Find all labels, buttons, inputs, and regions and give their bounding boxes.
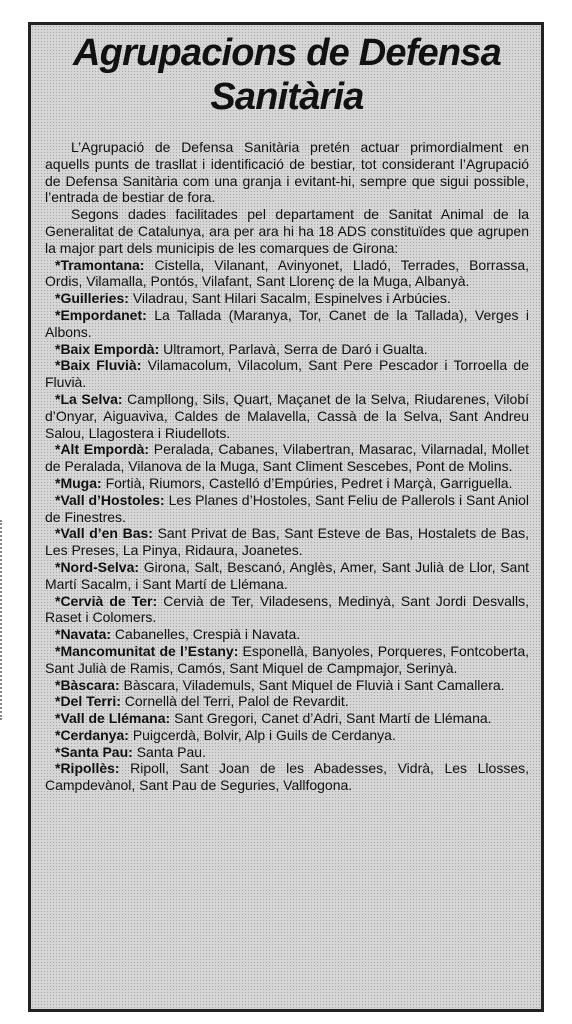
ads-entry: [45, 677, 529, 694]
ads-municipalities: Sant Privat de Bas, Sant Esteve de Bas, Hostalets de Bas, Les Preses, La Pinya, Ridaura, Joanetes.: [45, 525, 530, 559]
ads-name: *Alt Empordà:: [55, 441, 150, 458]
ads-municipalities: Puigcerdà, Bolvir, Alp i Guils de Cerdanya.: [132, 726, 396, 743]
title-line-2: Sanitària: [210, 76, 364, 118]
ads-municipalities: Santa Pau.: [136, 743, 206, 760]
ads-name: *Cerdanya:: [55, 726, 129, 743]
ads-entry: [45, 727, 529, 744]
ads-name: *Vall d’Hostoles:: [55, 491, 165, 508]
ads-entry: [45, 290, 529, 307]
ads-municipalities: Cervià de Ter, Viladesens, Medinyà, Sant Jordi Desvalls, Raset i Colomers.: [45, 592, 530, 626]
ads-municipalities: Cistella, Vilanant, Avinyonet, Lladó, Terrades, Borrassa, Ordis, Vilamalla, Pontós, Vilafant, Sant Llorenç de la Muga, Albanyà.: [45, 256, 529, 290]
ads-name: *Vall d’en Bas:: [55, 525, 153, 542]
scan-edge-marks: [0, 520, 6, 720]
ads-name: *Del Terri:: [55, 693, 121, 710]
ads-municipalities: Esponellà, Banyoles, Porqueres, Fontcoberta, Sant Julià de Ramis, Camós, Sant Miquel de Campmajor, Serinyà.: [45, 642, 529, 676]
ads-name: *Baix Empordà:: [55, 340, 160, 357]
ads-entry: [45, 257, 529, 291]
ads-municipalities: Les Planes d’Hostoles, Sant Feliu de Pallerols i Sant Aniol de Finestres.: [45, 491, 530, 525]
ads-name: *Baix Fluvià:: [55, 357, 142, 374]
ads-municipalities: Ripoll, Sant Joan de les Abadesses, Vidrà, Les Llosses, Campdevànol, Sant Pau de Seguries, Vallfogona.: [45, 760, 529, 794]
ads-name: *Ripollès:: [55, 760, 120, 777]
article-box: [28, 22, 544, 1012]
ads-entry: [45, 525, 529, 559]
ads-name: *Mancomunitat de l’Estany:: [55, 642, 239, 659]
ads-name: *La Selva:: [55, 390, 123, 407]
ads-entry: [45, 441, 529, 475]
ads-municipalities: Cabanelles, Crespià i Navata.: [114, 626, 301, 643]
article-body: [45, 139, 529, 794]
ads-entry: [45, 693, 529, 710]
ads-entry: [45, 744, 529, 761]
ads-name: *Bàscara:: [55, 676, 120, 693]
ads-entry: [45, 710, 529, 727]
ads-name: *Guilleries:: [55, 290, 129, 307]
ads-name: *Tramontana:: [55, 256, 145, 273]
ads-entry: [45, 643, 529, 677]
ads-entry: [45, 626, 529, 643]
ads-municipalities: La Tallada (Maranya, Tor, Canet de la Tallada), Verges i Albons.: [45, 306, 529, 340]
ads-municipalities: Bàscara, Vilademuls, Sant Miquel de Fluvià i Sant Camallera.: [123, 676, 505, 693]
ads-entry: [45, 307, 529, 341]
ads-name: *Muga:: [55, 474, 102, 491]
article-title: [45, 31, 529, 119]
ads-municipalities: Campllong, Sils, Quart, Maçanet de la Selva, Riudarenes, Vilobí d’Onyar, Aiguaviva, Caldes de Malavella, Cassà de la Selva, Sant Andreu Salou, Llagostera i Riudellots.: [45, 390, 529, 441]
ads-municipalities: Peralada, Cabanes, Vilabertran, Masarac, Vilarnadal, Mollet de Peralada, Vilanova de la Muga, Sant Climent Sescebes, Pont de Molins.: [45, 441, 530, 475]
ads-municipalities: Sant Gregori, Canet d’Adri, Sant Martí de Llémana.: [174, 710, 492, 727]
ads-entry: [45, 475, 529, 492]
ads-entry: [45, 760, 529, 794]
intro-paragraph: L’Agrupació de Defensa Sanitària pretén actuar primordialment en aquells punts de trasllat i identificació de bestiar, tot considerant l’Agrupació de Defensa Sanitària com una granja i evitant-hi, sempre que sigui possible, l’entrada de bestiar de fora.: [45, 139, 529, 206]
ads-name: *Navata:: [55, 626, 112, 643]
ads-municipalities: Cornellà del Terri, Palol de Revardit.: [124, 693, 349, 710]
ads-municipalities: Ultramort, Parlavà, Serra de Daró i Gualta.: [163, 340, 428, 357]
ads-name: *Cervià de Ter:: [55, 592, 158, 609]
ads-entry: [45, 492, 529, 526]
ads-municipalities: Girona, Salt, Bescanó, Anglès, Amer, Sant Julià de Llor, Sant Martí Sacalm, i Sant Martí de Llémana.: [45, 558, 530, 592]
ads-name: *Empordanet:: [55, 306, 147, 323]
ads-municipalities: Vilamacolum, Vilacolum, Sant Pere Pescador i Torroella de Fluvià.: [45, 357, 530, 391]
intro-paragraph: Segons dades facilitades pel departament de Sanitat Animal de la Generalitat de Catalunya, ara per ara hi ha 18 ADS constituïdes que agrupen la major part dels municipis de les comarques de Girona:: [45, 206, 529, 256]
ads-entry: [45, 559, 529, 593]
ads-name: *Nord-Selva:: [55, 558, 140, 575]
ads-entry: [45, 593, 529, 627]
ads-name: *Vall de Llémana:: [55, 710, 171, 727]
ads-entry: [45, 341, 529, 358]
ads-entry: [45, 357, 529, 391]
ads-municipalities: Viladrau, Sant Hilari Sacalm, Espinelves i Arbúcies.: [132, 290, 451, 307]
ads-name: *Santa Pau:: [55, 743, 133, 760]
ads-municipalities: Fortià, Riumors, Castelló d’Empúries, Pedret i Marçà, Garriguella.: [105, 474, 513, 491]
ads-entry: [45, 391, 529, 441]
title-line-1: Agrupacions de Defensa: [73, 32, 501, 74]
